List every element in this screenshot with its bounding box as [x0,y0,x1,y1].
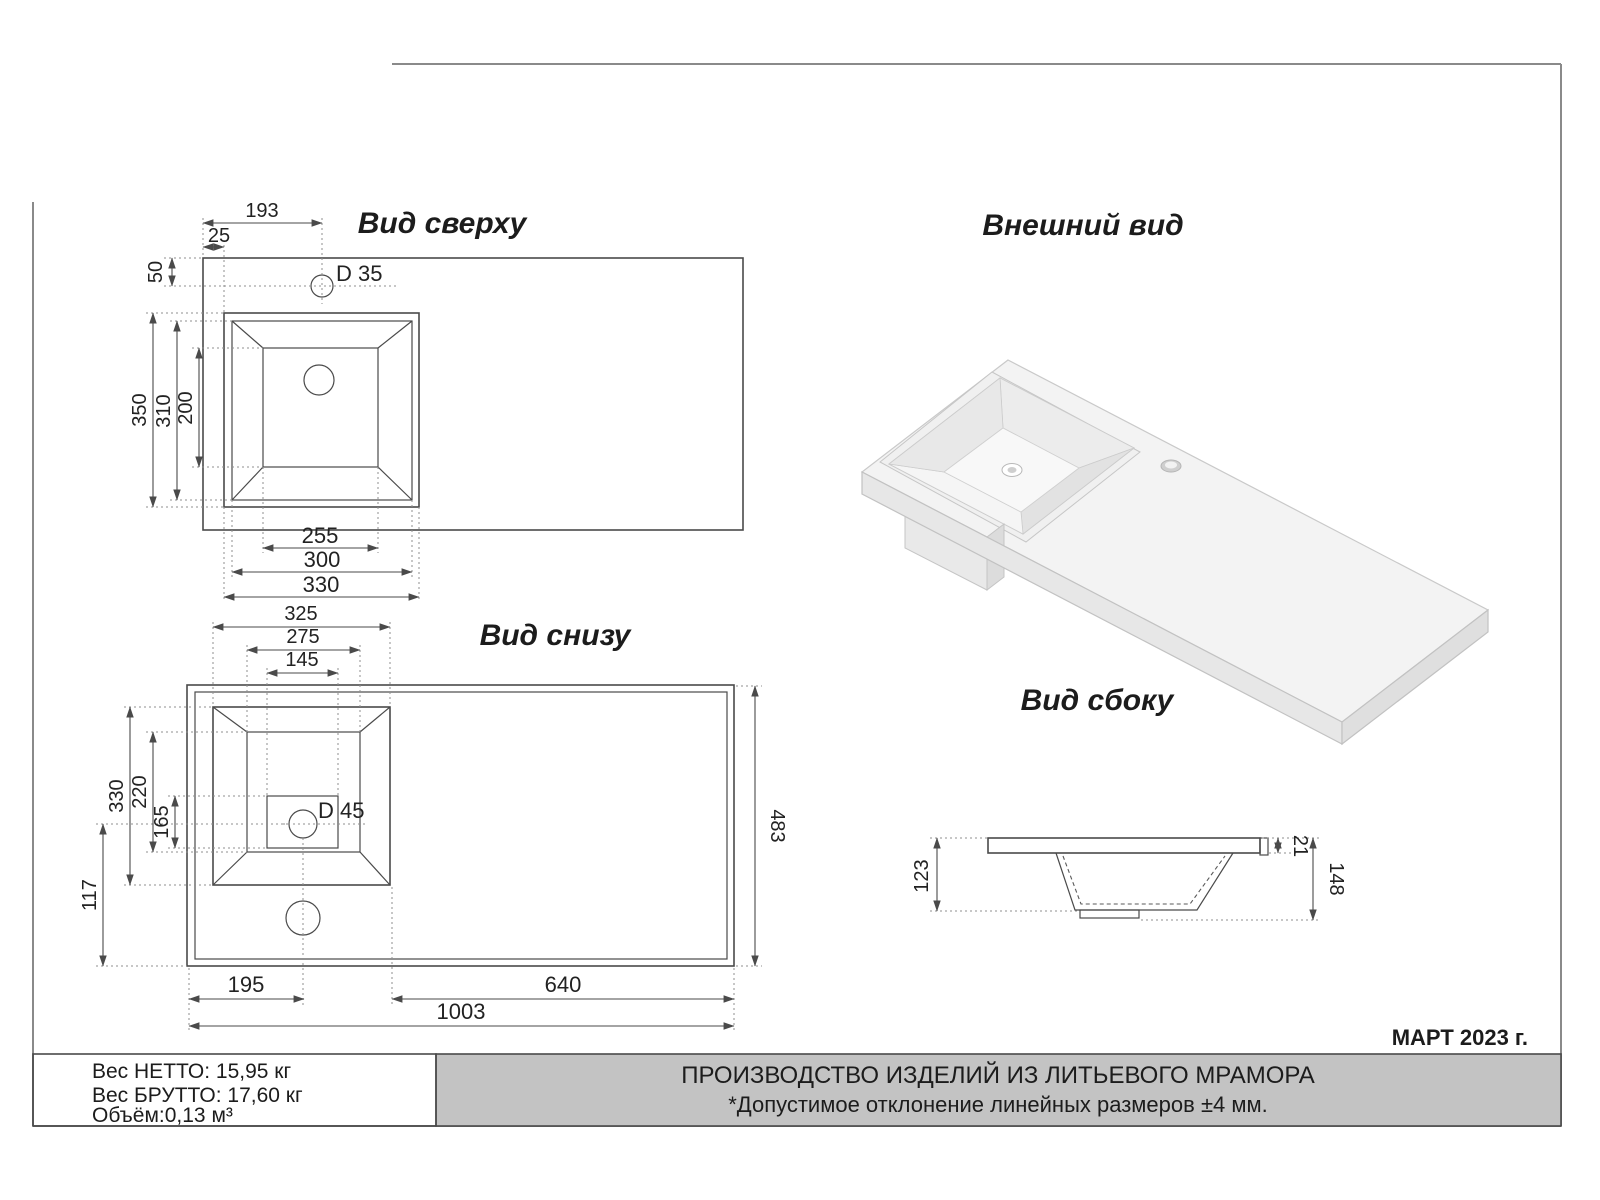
dim-300: 300 [303,547,341,572]
dim-310: 310 [153,394,175,428]
top-view-title: Вид сверху [357,207,527,240]
dim-145: 145 [285,649,319,671]
dim-123: 123 [911,859,933,893]
dim-193: 193 [245,200,279,222]
net-weight: Вес НЕТТО: 15,95 кг [92,1060,292,1083]
dim-275: 275 [286,626,320,648]
gross-weight: Вес БРУТТО: 17,60 кг [92,1084,303,1107]
volume: Объём:0,13 м³ [92,1104,233,1127]
banner-line-2: *Допустимое отклонение линейных размеров ±4 мм. [728,1092,1268,1117]
dim-350: 350 [129,393,151,427]
dim-50: 50 [145,260,167,284]
side-view-title: Вид сбоку [1020,684,1174,717]
dim-117: 117 [79,879,101,911]
dim-148: 148 [1325,862,1347,896]
dim-200: 200 [175,391,197,425]
bottom-view-title: Вид снизу [479,619,631,652]
dim-255: 255 [301,523,339,548]
dim-483: 483 [766,809,788,843]
dim-325: 325 [284,603,318,625]
date-note: МАРТ 2023 г. [1391,1025,1528,1050]
dim-220: 220 [129,775,151,809]
dim-21: 21 [1289,834,1311,858]
banner-line-1: ПРОИЗВОДСТВО ИЗДЕЛИЙ ИЗ ЛИТЬЕВОГО МРАМОРА [681,1062,1315,1089]
dim-195: 195 [227,972,265,997]
dim-640: 640 [544,972,582,997]
dim-330: 330 [302,572,340,597]
faucet-hole-3d-center [1165,462,1177,469]
dim-1003: 1003 [436,999,486,1024]
drain-hole-3d-center [1008,467,1017,473]
external-view-title: Внешний вид [982,209,1184,242]
dim-165: 165 [151,805,173,839]
dim-d35: D 35 [336,261,383,286]
dim-d45: D 45 [318,798,365,823]
dim-330-bottom: 330 [106,779,128,813]
dim-25: 25 [207,225,231,247]
